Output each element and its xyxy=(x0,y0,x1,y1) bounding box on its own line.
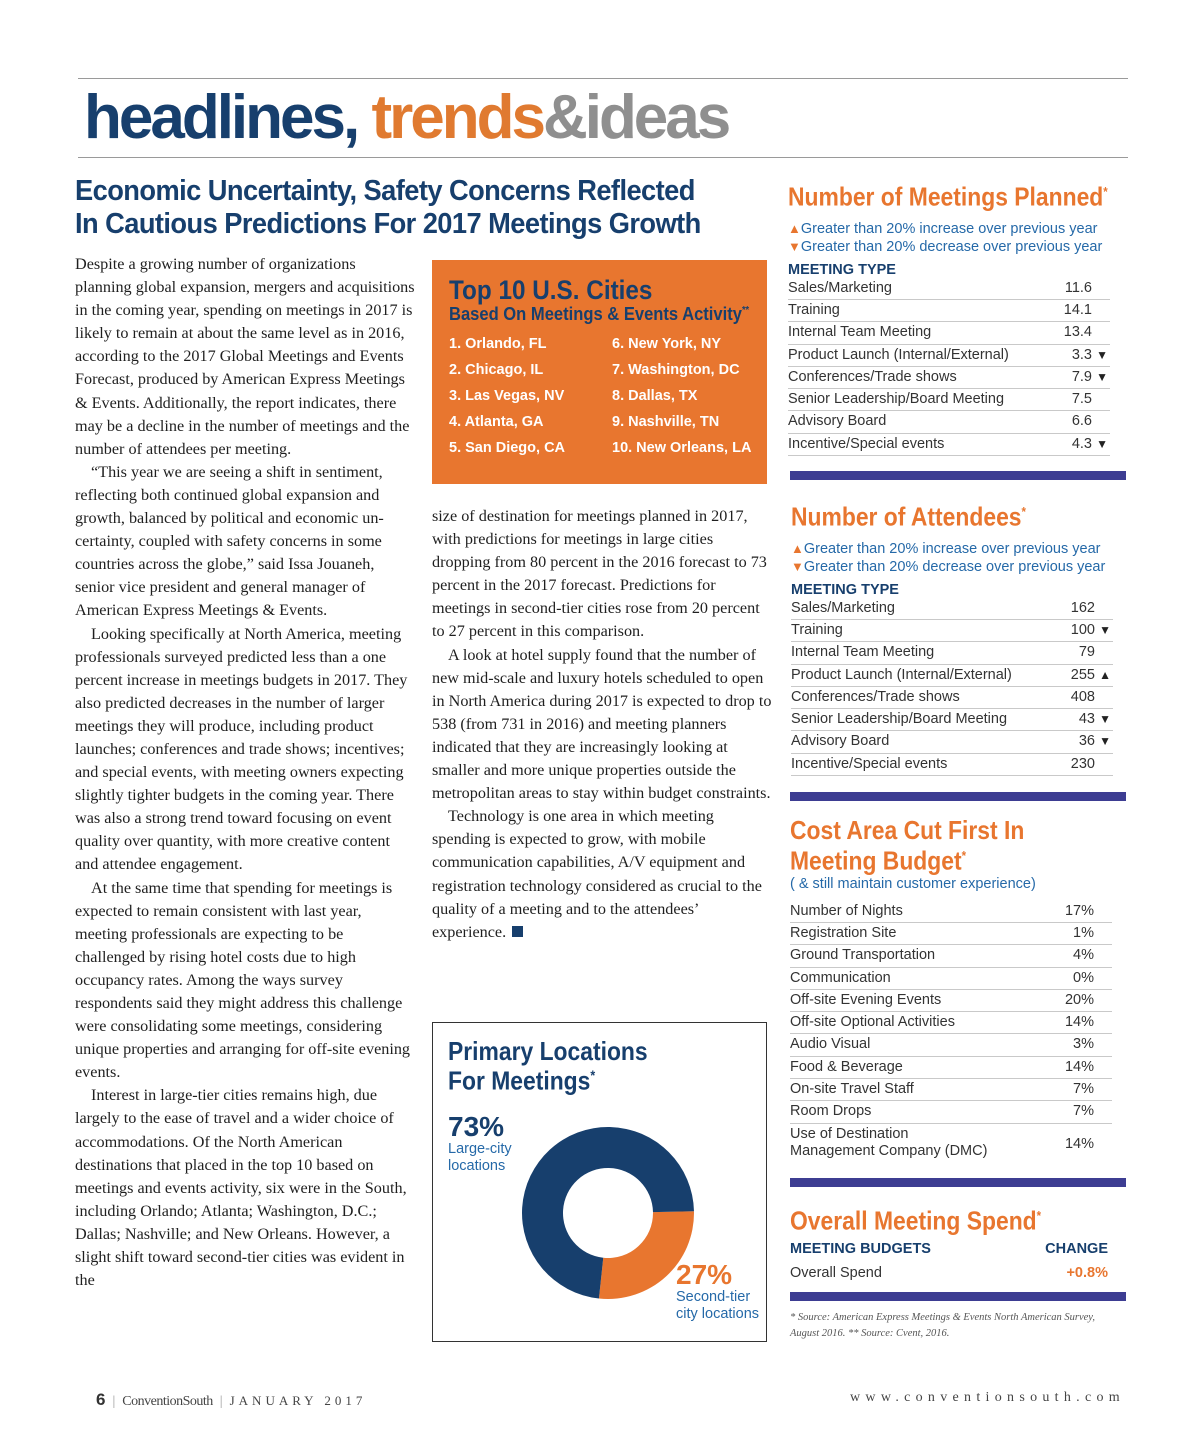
triangle-down-icon: ▼ xyxy=(1099,712,1111,727)
row-label: Conferences/Trade shows xyxy=(788,368,957,385)
table-row xyxy=(791,598,1113,620)
table-row xyxy=(788,278,1110,300)
masthead-word-trends: trends xyxy=(371,83,543,152)
primary-locations-title: Primary Locations For Meetings* xyxy=(448,1036,648,1096)
triangle-down-icon: ▼ xyxy=(1096,369,1108,384)
headline-line-2: In Cautious Predictions For 2017 Meetings Growth xyxy=(75,208,701,240)
row-value: 6.6 xyxy=(1071,413,1092,430)
table-row xyxy=(790,990,1112,1012)
triangle-down-icon: ▼ xyxy=(1096,436,1108,451)
row-label: Registration Site xyxy=(790,924,897,941)
table-row xyxy=(791,620,1113,642)
cost-cut-panel xyxy=(790,817,1112,1164)
row-label: Advisory Board xyxy=(788,413,887,430)
article-paragraph: Interest in large-tier cities remains high, due largely to the ease of travel and a wider choice of accommodations. Of the North American destinations that placed in the top 10 based on meetings and events activity, six were in the South, including Orlando; Atlanta; Washington, D.C.; Dallas; Nashville; and New Orleans. However, a slight shift toward second-tier cities was evident in the xyxy=(75,1086,407,1290)
spend-header: MEETING BUDGETS CHANGE xyxy=(790,1240,1108,1257)
table-header: MEETING TYPE xyxy=(791,581,899,598)
row-value: 3% xyxy=(1073,1036,1094,1053)
row-label: Use of Destination Management Company (DMC) xyxy=(790,1125,988,1159)
cost-cut-subtitle: ( & still maintain customer experience) xyxy=(790,875,1036,892)
page-footer-left: 6 | ConventionSouth | JANUARY 2017 xyxy=(96,1390,367,1409)
row-label: Advisory Board xyxy=(791,733,890,750)
row-value: 36 xyxy=(1078,733,1095,750)
article-paragraph: size of destination for meetings planned in 2017, with predictions for meetings in large cities dropping from 80 percent in the 2016 forecast to 73 percent in the 2017 forecast. Predictions for meetings in second-tier cities rose from 20 percent to 27 percent in this comparison. xyxy=(432,507,767,641)
city-item: 4. Atlanta, GA xyxy=(449,414,544,430)
row-label: Senior Leadership/Board Meeting xyxy=(791,711,1008,728)
row-label: Number of Nights xyxy=(790,902,903,919)
row-label: Product Launch (Internal/External) xyxy=(788,346,1009,363)
row-value: 0% xyxy=(1073,969,1094,986)
overall-spend-panel xyxy=(790,1202,1112,1285)
section-masthead xyxy=(84,78,728,158)
table-row xyxy=(788,345,1110,367)
row-label: Training xyxy=(791,621,843,638)
article-column-1 xyxy=(75,253,415,1292)
large-city-percent: 73% xyxy=(448,1111,505,1142)
section-divider-bar xyxy=(790,1178,1126,1187)
end-mark-icon xyxy=(512,926,523,937)
row-label: Sales/Marketing xyxy=(788,279,892,296)
table-row xyxy=(791,665,1113,687)
table-row xyxy=(791,687,1113,709)
row-value: 20% xyxy=(1064,991,1094,1008)
row-value: 4.3 xyxy=(1071,435,1092,452)
row-value: 13.4 xyxy=(1063,324,1092,341)
table-row xyxy=(788,367,1110,389)
section-divider-bar xyxy=(790,1292,1126,1301)
row-label: Ground Transportation xyxy=(790,947,936,964)
article-paragraph: Technology is one area in which meeting spending is expected to grow, with mobile communication capabilities, A/V equipment and registration technology considered as crucial to the quality of a meeting and to the attendees’ experience. xyxy=(432,807,762,941)
triangle-down-icon: ▼ xyxy=(788,238,801,254)
spend-row: Overall Spend +0.8% xyxy=(790,1264,1108,1281)
row-label: Incentive/Special events xyxy=(788,435,945,452)
row-value: 3.3 xyxy=(1071,346,1092,363)
triangle-down-icon: ▼ xyxy=(1099,734,1111,749)
table-row xyxy=(788,389,1110,411)
table-row xyxy=(790,1034,1112,1056)
row-label: Internal Team Meeting xyxy=(788,324,932,341)
legend-decrease: ▼Greater than 20% decrease over previous year xyxy=(791,558,1106,575)
page-number: 6 xyxy=(96,1390,106,1409)
article-paragraph: “This year we are seeing a shift in sentiment, reflecting both continued global expansion and growth, balanced by political and economic uncertainty, coupled with safety concerns in some countries across the globe,” said Issa Jouaneh, senior vice president and general manager of American Express Meetings & Events. xyxy=(75,462,384,620)
row-label: Sales/Marketing xyxy=(791,599,895,616)
row-value: 7% xyxy=(1073,1081,1094,1098)
row-value: 100 xyxy=(1070,621,1095,638)
row-label: Conferences/Trade shows xyxy=(791,688,960,705)
spend-change-value: +0.8% xyxy=(1066,1264,1108,1281)
source-note: * Source: American Express Meetings & Events North American Survey, August 2016. ** Source: Cvent, 2016. xyxy=(790,1312,1096,1339)
row-label: Communication xyxy=(790,969,891,986)
row-value: 17% xyxy=(1064,902,1094,919)
table-row xyxy=(791,642,1113,664)
triangle-down-icon: ▼ xyxy=(1096,347,1108,362)
attendees-table xyxy=(791,598,1113,776)
table-row xyxy=(790,901,1112,923)
row-value: 1% xyxy=(1073,924,1094,941)
city-item: 5. San Diego, CA xyxy=(449,440,566,456)
city-item: 6. New York, NY xyxy=(612,336,722,352)
legend-decrease: ▼Greater than 20% decrease over previous year xyxy=(788,238,1103,255)
top-cities-subtitle: Based On Meetings & Events Activity** xyxy=(449,304,750,324)
row-label: Incentive/Special events xyxy=(791,755,948,772)
city-item: 10. New Orleans, LA xyxy=(612,440,752,456)
row-value: 255 xyxy=(1070,666,1095,683)
triangle-down-icon: ▼ xyxy=(791,558,804,574)
primary-locations-box xyxy=(432,1022,767,1342)
city-item: 3. Las Vegas, NV xyxy=(449,388,565,404)
article-column-2 xyxy=(432,505,772,944)
table-row xyxy=(788,434,1110,456)
table-row xyxy=(790,945,1112,967)
row-value: 4% xyxy=(1073,947,1094,964)
city-item: 2. Chicago, IL xyxy=(449,362,544,378)
issue-date: JANUARY 2017 xyxy=(229,1393,367,1408)
row-label: Product Launch (Internal/External) xyxy=(791,666,1012,683)
table-row xyxy=(788,300,1110,322)
second-tier-percent: 27% xyxy=(676,1259,733,1290)
table-row xyxy=(790,1101,1112,1123)
row-label: On-site Travel Staff xyxy=(790,1081,914,1098)
row-value: 14% xyxy=(1064,1135,1094,1152)
triangle-up-icon: ▲ xyxy=(1099,667,1111,682)
row-value: 7% xyxy=(1073,1103,1094,1120)
row-label: Off-site Optional Activities xyxy=(790,1014,955,1031)
row-label: Internal Team Meeting xyxy=(791,644,935,661)
attendees-title: Number of Attendees* xyxy=(791,501,1026,532)
meetings-planned-panel xyxy=(788,178,1151,456)
top-cities-title: Top 10 U.S. Cities xyxy=(449,275,653,305)
article-paragraph: A look at hotel supply found that the number of new mid-scale and luxury hotels scheduled to open in North America during 2017 is expected to drop to 538 (from 731 in 2016) and meeting planners indicated that they are increasingly looking at smaller and more unique properties outside the metropolitan areas to stay within budget constraints. xyxy=(432,645,772,803)
row-label: Senior Leadership/Board Meeting xyxy=(788,391,1005,408)
table-row xyxy=(790,923,1112,945)
masthead-rule xyxy=(78,157,1128,158)
meetings-planned-title: Number of Meetings Planned* xyxy=(788,181,1108,212)
legend-increase: ▲Greater than 20% increase over previous year xyxy=(791,540,1101,557)
magazine-name: ConventionSouth xyxy=(122,1394,213,1409)
city-item: 7. Washington, DC xyxy=(612,362,740,378)
table-row xyxy=(790,1124,1112,1164)
row-label: Audio Visual xyxy=(790,1036,871,1053)
row-label: Food & Beverage xyxy=(790,1058,903,1075)
overall-spend-title: Overall Meeting Spend* xyxy=(790,1205,1042,1236)
row-value: 14% xyxy=(1064,1014,1094,1031)
row-label: Room Drops xyxy=(790,1103,872,1120)
cost-cut-table xyxy=(790,901,1112,1124)
section-divider-bar xyxy=(790,471,1126,480)
top-cities-box xyxy=(432,260,767,484)
row-value: 79 xyxy=(1078,644,1095,661)
attendees-panel xyxy=(791,498,1113,776)
article-paragraph: Looking specifically at North America, meeting professionals surveyed predicted less than a one percent increase in meetings budgets in 2017. They also predicted decreases in the number of larger meetings they will produce, including product launches; conferences and trade shows; incentives; and special events, with meeting owners expecting slightly tighter budgets in the coming year. There was also a strong trend toward focusing on event quality over quantity, with more creative content and attendee engagement. xyxy=(75,624,408,874)
table-row xyxy=(790,1012,1112,1034)
city-item: 9. Nashville, TN xyxy=(612,414,720,430)
table-header: MEETING TYPE xyxy=(788,261,896,278)
row-value: 14% xyxy=(1064,1058,1094,1075)
row-value: 7.9 xyxy=(1071,368,1092,385)
row-label: Off-site Evening Events xyxy=(790,991,942,1008)
masthead-word-headlines: headlines, xyxy=(84,83,358,152)
table-row xyxy=(790,1057,1112,1079)
city-item: 8. Dallas, TX xyxy=(612,388,698,404)
triangle-up-icon: ▲ xyxy=(788,220,801,236)
masthead-word-ideas: &ideas xyxy=(542,83,729,152)
table-row xyxy=(788,322,1110,344)
locations-donut-chart xyxy=(518,1123,698,1303)
article-paragraph: Despite a growing number of organizations planning global expansion, mergers and acquisitions in the coming year, spending on meetings in 2017 is likely to remain at about the same level as in 2016, according to the 2017 Global Meetings and Events Forecast, produced by American Express Meetings & Events. Additionally, the report indicates, there may be a decline in the number of meetings and the number of attendees per meeting. xyxy=(75,255,415,458)
second-tier-label: Second-tier city locations xyxy=(676,1289,760,1322)
row-value: 11.6 xyxy=(1064,279,1092,296)
table-row xyxy=(790,968,1112,990)
table-row xyxy=(791,754,1113,776)
legend-increase: ▲Greater than 20% increase over previous year xyxy=(788,220,1098,237)
table-row xyxy=(791,731,1113,753)
headline-line-1: Economic Uncertainty, Safety Concerns Reflected xyxy=(75,175,695,207)
table-row xyxy=(791,709,1113,731)
article-headline xyxy=(75,175,701,241)
large-city-label: Large-city locations xyxy=(448,1141,512,1174)
row-value: 162 xyxy=(1070,599,1095,616)
triangle-down-icon: ▼ xyxy=(1099,622,1111,637)
article-paragraph: At the same time that spending for meetings is expected to remain consistent with last year, meeting professionals are expecting to be challenged by rising hotel costs due to high occupancy rates. Among the ways survey respondents said they might address this challenge were consolidating some meetings, considering unique properties and arranging for off-site evening events. xyxy=(75,878,411,1082)
city-item: 1. Orlando, FL xyxy=(449,336,547,352)
website: www.conventionsouth.com xyxy=(850,1390,1125,1405)
row-value: 43 xyxy=(1078,711,1095,728)
row-label: Training xyxy=(788,301,840,318)
row-value: 14.1 xyxy=(1063,301,1092,318)
cost-cut-title: Cost Area Cut First In Meeting Budget* xyxy=(790,815,1025,876)
row-value: 408 xyxy=(1070,688,1095,705)
row-value: 230 xyxy=(1070,755,1095,772)
table-row xyxy=(790,1079,1112,1101)
triangle-up-icon: ▲ xyxy=(791,540,804,556)
table-row xyxy=(788,411,1110,433)
meetings-planned-table xyxy=(788,278,1110,456)
section-divider-bar xyxy=(790,792,1126,801)
row-value: 7.5 xyxy=(1071,391,1092,408)
